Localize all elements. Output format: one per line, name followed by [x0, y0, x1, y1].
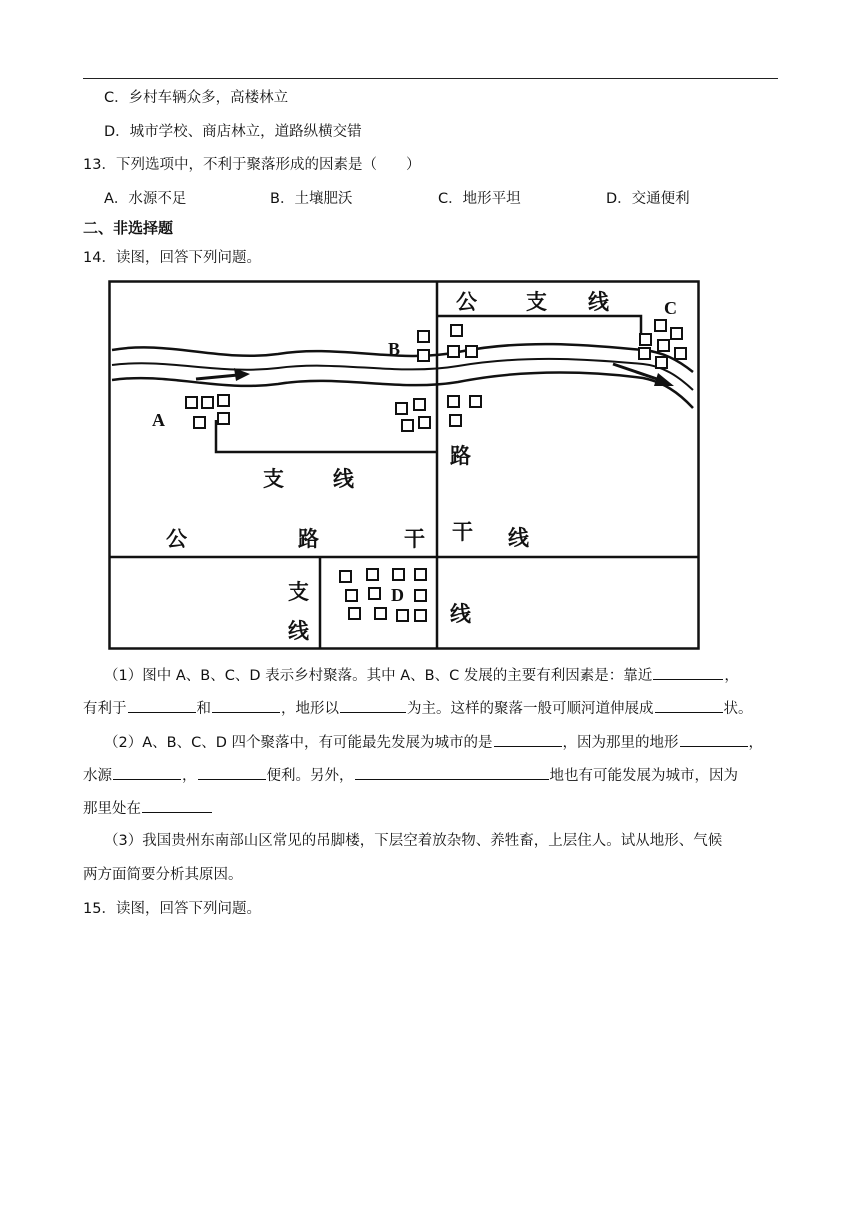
settlement-a [186, 395, 229, 428]
q14-sub1-line2: 有利于 和 ，地形以 为主。这样的聚落一般可顺河道伸展成 状。 [83, 697, 753, 719]
label-main-h-3: 干 [404, 526, 425, 551]
q14-sub2-line2: 水源 ， 便利。另外， 地也有可能发展为城市，因为 [83, 764, 738, 786]
label-left-branch-2: 线 [333, 466, 354, 491]
section-heading: 二、非选择题 [83, 219, 174, 237]
label-lower-branch-1: 支 [288, 579, 309, 604]
q13-stem: 13．下列选项中，不利于聚落形成的因素是（ ） [83, 157, 421, 173]
label-main-v-4: 线 [450, 601, 471, 626]
answer-blank[interactable] [128, 697, 196, 713]
label-a: A [152, 410, 165, 430]
branch-road-c [437, 316, 641, 338]
q14-sub1-line1: （1）图中 A、B、C、D 表示乡村聚落。其中 A、B、C 发展的主要有利因素是：靠近 ， [104, 664, 739, 686]
q14-sub3-line2: 两方面简要分析其原因。 [83, 867, 243, 883]
q12-option-c: C．乡村车辆众多，高楼林立 [104, 90, 289, 106]
settlement-map [108, 280, 700, 650]
answer-blank[interactable] [142, 797, 212, 813]
answer-blank[interactable] [113, 764, 181, 780]
q13-option-b: B．土壤肥沃 [270, 191, 353, 207]
answer-blank[interactable] [655, 697, 723, 713]
q15-stem: 15．读图，回答下列问题。 [83, 901, 261, 917]
answer-blank[interactable] [355, 764, 549, 780]
label-main-h-1: 公 [166, 526, 187, 551]
q14-sub3-line1: （3）我国贵州东南部山区常见的吊脚楼，下层空着放杂物、养牲畜，上层住人。试从地形、气候 [104, 833, 723, 849]
label-b: B [388, 339, 401, 359]
label-main-v-1: 路 [450, 443, 471, 468]
answer-blank[interactable] [494, 731, 562, 747]
answer-blank[interactable] [653, 664, 723, 680]
label-main-v-3: 线 [508, 525, 529, 550]
q14-stem: 14．读图，回答下列问题。 [83, 250, 261, 266]
q12-option-d: D．城市学校、商店林立，道路纵横交错 [104, 124, 362, 140]
label-top-branch-3: 线 [588, 289, 609, 314]
answer-blank[interactable] [680, 731, 748, 747]
q13-option-c: C．地形平坦 [438, 191, 521, 207]
q13-option-d: D．交通便利 [606, 191, 690, 207]
answer-blank[interactable] [340, 697, 406, 713]
q14-sub2-line3: 那里处在 [83, 797, 213, 819]
header-rule [83, 78, 778, 79]
label-c: C [664, 298, 677, 318]
q14-sub2-line1: （2）A、B、C、D 四个聚落中，有可能最先发展为城市的是 ，因为那里的地形 ， [104, 731, 763, 753]
q13-option-a: A．水源不足 [104, 191, 187, 207]
label-lower-branch-2: 线 [288, 618, 309, 643]
map-frame [110, 282, 699, 649]
label-d: D [391, 585, 404, 605]
settlement-b [418, 325, 477, 361]
answer-blank[interactable] [212, 697, 280, 713]
label-main-h-2: 路 [298, 526, 319, 551]
answer-blank[interactable] [198, 764, 266, 780]
settlement-junction [396, 396, 481, 431]
settlement-d [340, 569, 426, 621]
label-main-v-2: 干 [452, 519, 473, 544]
label-top-branch-2: 支 [526, 289, 547, 314]
label-left-branch-1: 支 [263, 466, 284, 491]
label-top-branch-1: 公 [456, 289, 477, 314]
